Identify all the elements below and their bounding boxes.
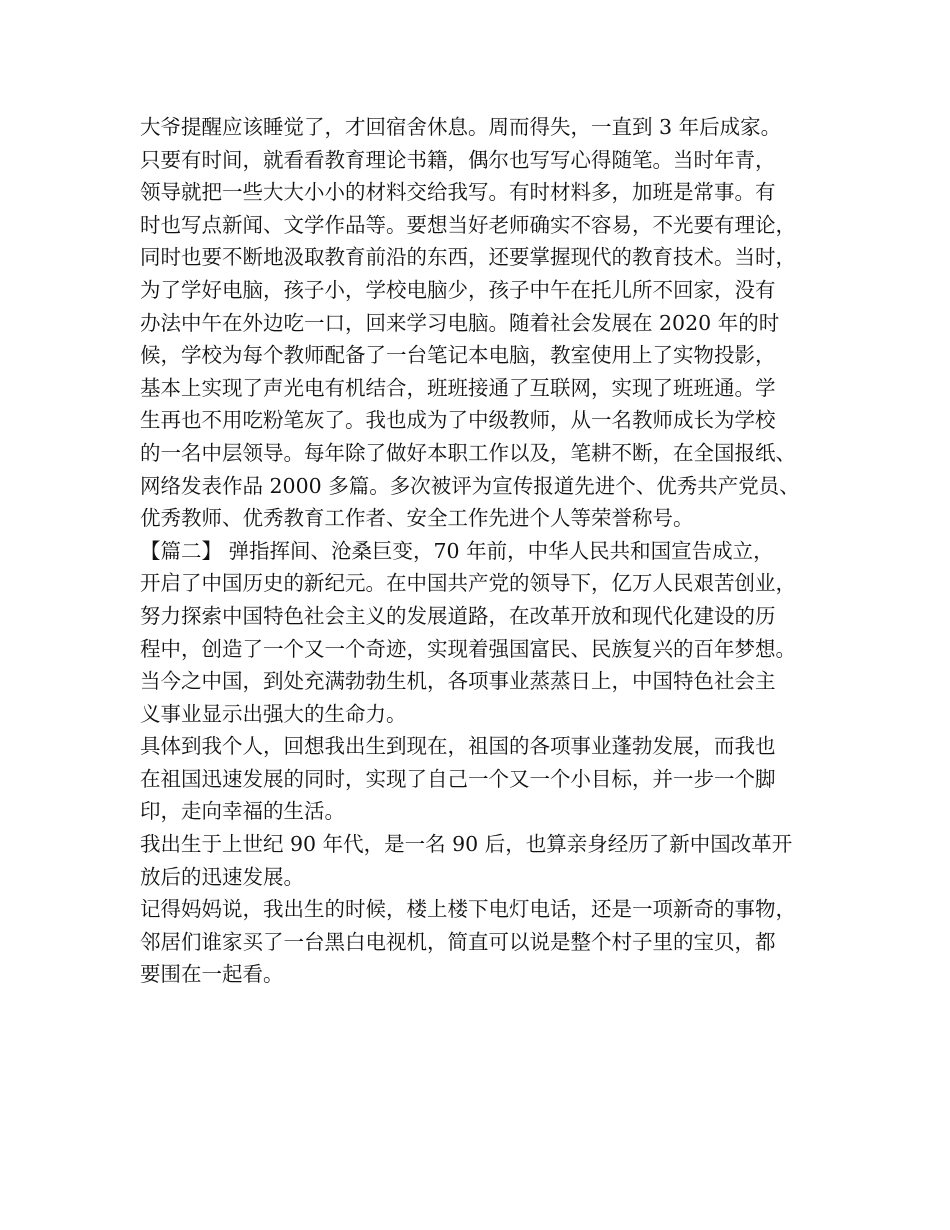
text-line: 印，走向幸福的生活。 — [140, 799, 345, 824]
text-line: 办法中午在外边吃一口，回来学习电脑。随着社会发展在 2020 年的时 — [140, 310, 780, 335]
text-line: 要围在一起看。 — [140, 962, 284, 987]
text-line: 同时也要不断地汲取教育前沿的东西，还要掌握现代的教育技术。当时， — [140, 245, 796, 270]
text-line: 候，学校为每个教师配备了一台笔记本电脑，教室使用上了实物投影， — [140, 343, 776, 368]
text-line: 我出生于上世纪 90 年代，是一名 90 后，也算亲身经历了新中国改革开 — [140, 832, 793, 857]
text-line: 的一名中层领导。每年除了做好本职工作以及，笔耕不断，在全国报纸、 — [140, 440, 796, 465]
text-line: 具体到我个人，回想我出生到现在，祖国的各项事业蓬勃发展，而我也 — [140, 734, 776, 759]
text-line: 生再也不用吃粉笔灰了。我也成为了中级教师，从一名教师成长为学校 — [140, 408, 776, 433]
text-line: 为了学好电脑，孩子小，学校电脑少，孩子中午在托儿所不回家，没有 — [140, 277, 776, 302]
text-line: 时也写点新闻、文学作品等。要想当好老师确实不容易，不光要有理论， — [140, 212, 796, 237]
text-line: 只要有时间，就看看教育理论书籍，偶尔也写写心得随笔。当时年青， — [140, 147, 776, 172]
text-line: 放后的迅速发展。 — [140, 864, 304, 889]
text-line: 大爷提醒应该睡觉了，才回宿舍休息。周而得失，一直到 3 年后成家。 — [140, 115, 782, 139]
text-line: 义事业显示出强大的生命力。 — [140, 701, 407, 726]
text-line: 优秀教师、优秀教育工作者、安全工作先进个人等荣誉称号。 — [140, 506, 694, 531]
text-line: 在祖国迅速发展的同时，实现了自己一个又一个小目标，并一步一个脚 — [140, 766, 776, 791]
text-line: 开启了中国历史的新纪元。在中国共产党的领导下，亿万人民艰苦创业， — [140, 571, 796, 596]
text-line: 领导就把一些大大小小的材料交给我写。有时材料多，加班是常事。有 — [140, 180, 776, 205]
text-line: 基本上实现了声光电有机结合，班班接通了互联网，实现了班班通。学 — [140, 375, 776, 400]
text-line: 当今之中国，到处充满勃勃生机，各项事业蒸蒸日上，中国特色社会主 — [140, 669, 776, 694]
text-line: 邻居们谁家买了一台黑白电视机，简直可以说是整个村子里的宝贝，都 — [140, 929, 776, 954]
section-heading-line: 【篇二】 弹指挥间、沧桑巨变，70 年前，中华人民共和国宣告成立， — [140, 538, 774, 563]
body-text — [140, 111, 830, 991]
text-line: 记得妈妈说，我出生的时候，楼上楼下电灯电话，还是一项新奇的事物， — [140, 897, 796, 922]
text-line: 努力探索中国特色社会主义的发展道路，在改革开放和现代化建设的历 — [140, 603, 776, 628]
text-line: 网络发表作品 2000 多篇。多次被评为宣传报道先进个、优秀共产党员、 — [140, 473, 800, 498]
text-line: 程中，创造了一个又一个奇迹，实现着强国富民、民族复兴的百年梦想。 — [140, 636, 796, 661]
